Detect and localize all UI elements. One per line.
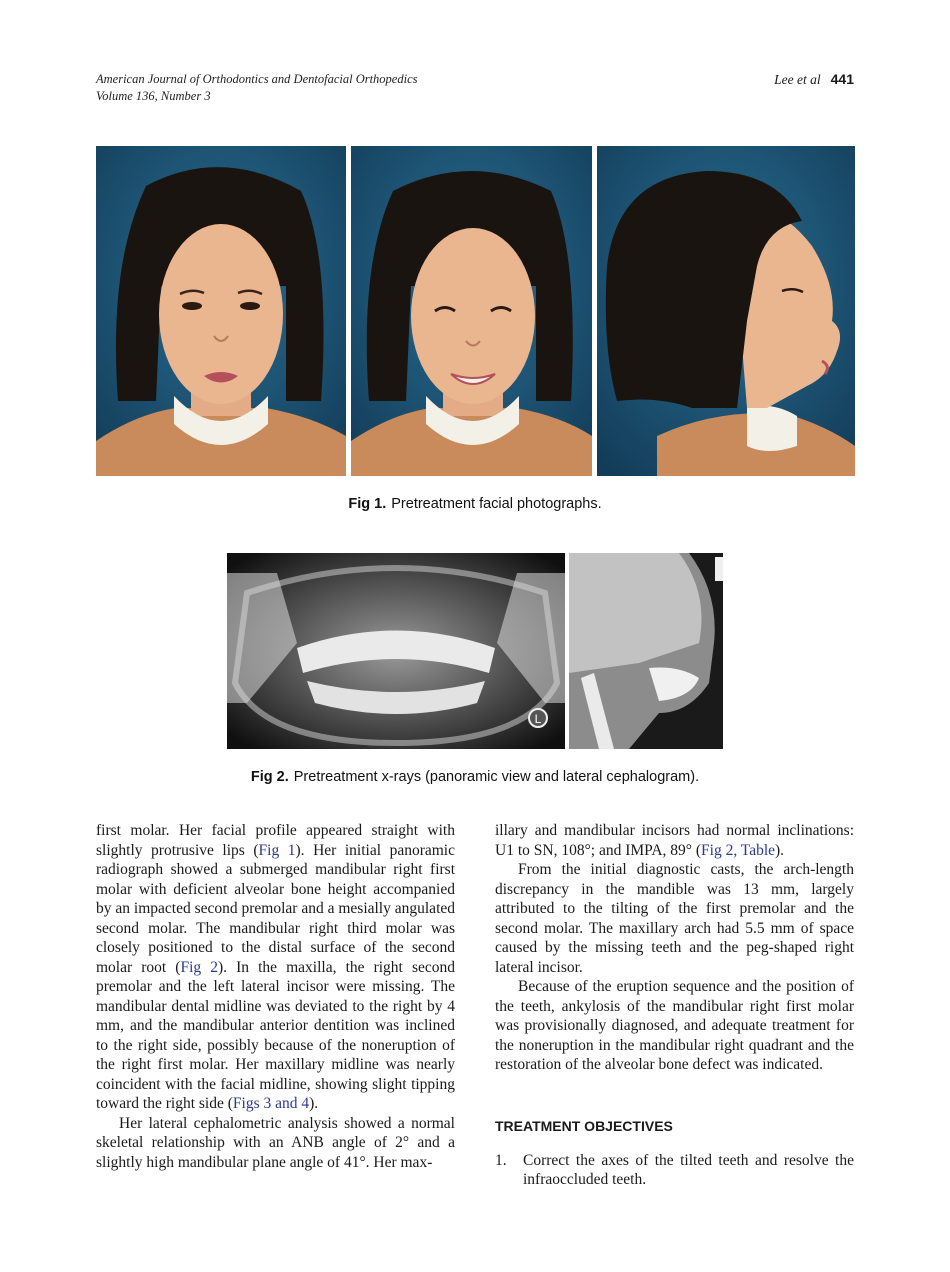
paragraph-text: ). <box>309 1095 319 1112</box>
paragraph-text: first molar. Her facial profile appeared straight with slightly protrusive lips ( <box>96 822 455 859</box>
running-header <box>96 71 854 107</box>
figure-1-caption <box>0 495 950 513</box>
objective-list-item <box>495 1151 854 1190</box>
lateral-cephalogram <box>569 553 723 749</box>
left-column <box>96 821 455 1172</box>
paragraph-ankylosis: Because of the eruption sequence and the position of the teeth, ankylosis of the mandibular right first molar was provisionally diagnosed, and adequate treatment for the noneruption in the mandibular right quadrant and the restoration of the alveolar bone defect was indicated. <box>495 978 854 1073</box>
paragraph-text: illary and mandibular incisors had normal inclinations: U1 to SN, 108°; and IMPA, 89° ( <box>495 822 854 859</box>
figure-1-caption-text: Pretreatment facial photographs. <box>391 496 602 512</box>
panoramic-xray <box>227 553 565 749</box>
figure-2-caption-text: Pretreatment x-rays (panoramic view and lateral cephalogram). <box>293 769 700 785</box>
paragraph-text: ). In the maxilla, the right second premolar and the left lateral incisor were missing. The mandibular dental midline was deviated to the right by 4 mm, and the mandibular anterior dentition was inclined to the right side, possibly because of the noneruption of the right first molar. Her maxillary midline was nearly coincident with the facial midline, showing slight tipping toward the right side ( <box>96 958 455 1112</box>
figure-2-label: Fig 2. <box>250 769 289 785</box>
paragraph-text: ). <box>775 841 785 859</box>
figure-2-caption <box>0 768 950 786</box>
page-number: 441 <box>830 71 854 87</box>
paragraph-cephalometric: Her lateral cephalometric analysis showed a normal skeletal relationship with an ANB angle of 2° and a slightly high mandibular plane angle of 41°. Her max- <box>96 1114 455 1171</box>
paragraph-casts: From the initial diagnostic casts, the arch-length discrepancy in the mandible was 13 mm, largely attributed to the tilting of the first premolar and the second molar. The maxillary arch had 5.5 mm of space caused by the missing teeth and the peg-shaped right lateral incisor. <box>495 861 854 976</box>
list-item-text: Correct the axes of the tilted teeth and resolve the infraoccluded teeth. <box>523 1151 854 1188</box>
panoramic-side-marker: L <box>534 712 542 726</box>
facial-photo-profile <box>597 146 855 476</box>
running-authors: Lee et al <box>774 72 821 87</box>
journal-title: American Journal of Orthodontics and Dentofacial Orthopedics <box>96 72 418 86</box>
facial-photo-smiling <box>351 146 592 476</box>
journal-volume: Volume 136, Number 3 <box>96 89 211 103</box>
section-heading-treatment-objectives: TREATMENT OBJECTIVES <box>495 1117 673 1134</box>
fig-2-table-link[interactable]: Fig 2, Table <box>701 841 776 859</box>
paragraph-text: ). Her initial panoramic radiograph showed a submerged mandibular right first molar with deficient alveolar bone height accompanied by an impacted second premolar and a mesially angulated second molar. The mandibular right third molar was closely positioned to the distal surface of the second molar root ( <box>96 841 455 976</box>
figure-1-label: Fig 1. <box>348 496 387 512</box>
paragraph-inclinations <box>495 821 854 860</box>
facial-photo-frontal <box>96 146 346 476</box>
fig-1-link[interactable]: Fig 1 <box>258 841 296 859</box>
paragraph-diagnosis <box>96 821 455 1114</box>
fig-2-link[interactable]: Fig 2 <box>180 958 218 976</box>
right-column <box>495 821 854 1190</box>
list-number: 1. <box>495 1151 507 1169</box>
figs-3-4-link[interactable]: Figs 3 and 4 <box>232 1095 310 1112</box>
page-header-right <box>774 71 854 89</box>
